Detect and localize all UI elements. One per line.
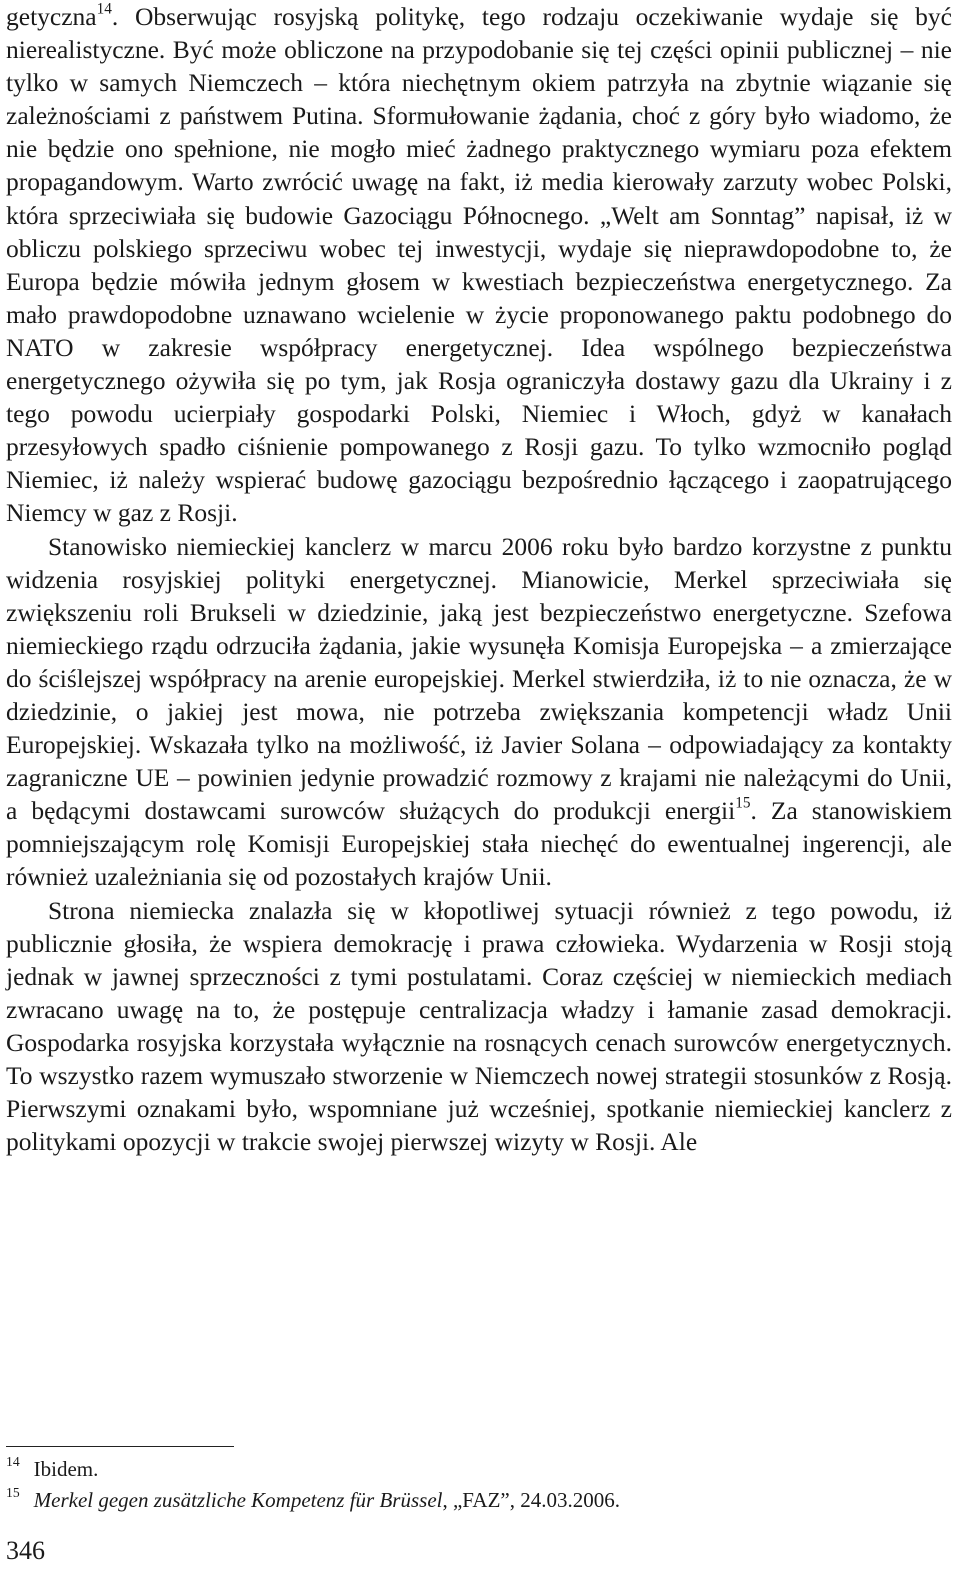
paragraph [6,0,952,530]
page-number: 346 [6,1536,45,1565]
footnote-reference: 14 [96,0,112,18]
footnotes [6,1454,952,1516]
footnote-number: 15 [6,1485,20,1501]
footnote-separator [6,1446,234,1447]
footnote-citation-rest: , „FAZ”, 24.03.2006. [442,1488,620,1512]
footnote-text: Ibidem. [33,1457,99,1481]
paragraph-text: . Obserwując rosyjską politykę, tego rodzaju oczekiwanie wydaje się być nierealistyczne. Być może obliczone na przypodobanie się tej części opinii publicznej – nie tylko w samych Niemczech – która niechętnym okiem patrzyła na zbytnie wiązanie się zależnościami z państwem Putina. Sformułowanie żądania, choć z góry było wiadomo, że nie będzie ono spełnione, nie mogło mieć żadnego praktycznego wymiaru poza efektem propagandowym. Warto zwrócić uwagę na fakt, iż media kierowały zarzuty wobec Polski, która sprzeciwiała się budowie Gazociągu Północnego. „Welt am Sonntag” napisał, iż w obliczu polskiego sprzeciwu wobec tej inwestycji, wydaje się nieprawdopodobne to, że Europa będzie mówiła jednym głosem w kwestiach bezpieczeństwa energetycznego. Za mało prawdopodobne uznawano wcielenie w życie proponowanego paktu podobnego do NATO w zakresie współpracy energetycznej. Idea wspólnego bezpieczeństwa energetycznego ożywiła się po tym, jak Rosja ograniczyła dostawy gazu dla Ukrainy i z tego powodu ucierpiały gospodarki Polski, Niemiec i Włoch, gdyż w kanałach przesyłowych spadło ciśnienie pompowanego z Rosji gazu. To tylko wzmocniło pogląd Niemiec, iż należy wspierać budowę gazociągu bezpośrednio łączącego i zaopatrującego Niemcy w gaz z Rosji. [6,2,952,528]
paragraph [6,530,952,894]
main-text [6,0,952,1158]
paragraph-text: getyczna [6,2,97,31]
paragraph-text: Strona niemiecka znalazła się w kłopotliwej sytuacji również z tego powodu, iż publicznie głosiła, że wspiera demokrację i prawa człowieka. Wydarzenia w Rosji stoją jednak w jawnej sprzeczności z tymi postulatami. Coraz częściej w niemieckich mediach zwracano uwagę na to, że postępuje centralizacja władzy i łamanie zasad demokracji. Gospodarka rosyjska korzystała wyłącznie na rosnących cenach surowców energetycznych. To wszystko razem wymuszało stworzenie w Niemczech nowej strategii stosunków z Rosją. Pierwszymi oznakami było, wspomniane już wcześniej, spotkanie niemieckiej kanclerz z politykami opozycji w trakcie swojej pierwszej wizyty w Rosji. Ale [6,895,952,1157]
paragraph-text: . Za stanowiskiem pomniejszającym rolę Komisji Europejskiej stała niechęć do ewentualnej ingerencji, ale również uzależniania się od pozostałych krajów Unii. [6,796,952,892]
footnote-15 [6,1485,952,1516]
footnote-14 [6,1454,952,1485]
paragraph-text: Stanowisko niemieckiej kanclerz w marcu 2006 roku było bardzo korzystne z punktu widzenia rosyjskiej polityki energetycznej. Mianowicie, Merkel sprzeciwiała się zwiększeniu roli Brukseli w dziedzinie, jaką jest bezpieczeństwo energetyczne. Szefowa niemieckiego rządu odrzuciła żądania, jakie wysunęła Komisja Europejska – a zmierzające do ściślejszej współpracy na arenie europejskiej. Merkel stwierdziła, iż to nie oznacza, że w dziedzinie, o jakiej jest mowa, nie potrzeba zwiększania kompetencji władz Unii Europejskiej. Wskazała tylko na możliwość, iż Javier Solana – odpowiadający za kontakty zagraniczne UE – powinien jedynie prowadzić rozmowy z krajami nie należącymi do Unii, a będącymi dostawcami surowców służących do produkcji energii [6,531,952,826]
paragraph [6,894,952,1159]
footnote-reference: 15 [735,794,751,812]
footnote-cited-title: Merkel gegen zusätzliche Kompetenz für Brüssel [33,1488,443,1512]
footnote-number: 14 [6,1454,20,1470]
